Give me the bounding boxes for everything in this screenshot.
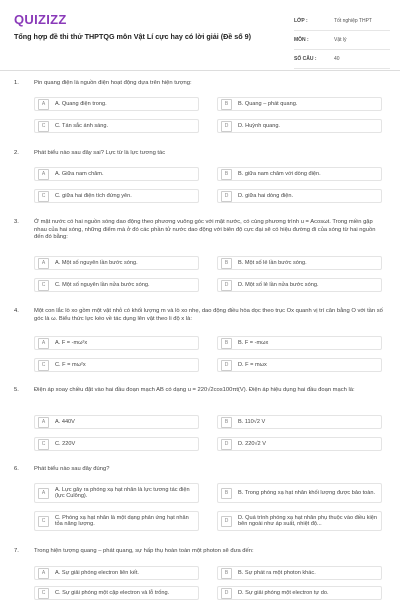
option-letter: D — [221, 588, 232, 599]
question-number: 5. — [14, 387, 19, 393]
meta-label: SỐ CÂU : — [294, 56, 317, 62]
option-text: A. Lực gây ra phóng xạ hạt nhân là lực tương tác điện (lực Culông). — [55, 486, 190, 499]
question-text: Trong hiện tượng quang – phát quang, sự hấp thụ hoàn toàn một photon sẽ đưa đến: — [34, 548, 254, 554]
option-c[interactable] — [34, 437, 199, 451]
meta-label: LỚP : — [294, 18, 308, 24]
question-number: 7. — [14, 548, 19, 554]
option-text: C. F = mω²x — [55, 361, 86, 368]
option-letter: A — [38, 488, 49, 499]
option-letter: B — [221, 99, 232, 110]
option-letter: B — [221, 258, 232, 269]
question-3 — [14, 219, 386, 293]
question-number: 4. — [14, 308, 19, 314]
option-text: A. Sự giải phóng electron liên kết. — [55, 569, 139, 576]
option-letter: B — [221, 488, 232, 499]
option-letter: A — [38, 338, 49, 349]
option-b[interactable] — [217, 167, 382, 181]
option-a[interactable] — [34, 256, 199, 270]
option-text: A. Giữa nam châm. — [55, 170, 104, 177]
option-letter: B — [221, 338, 232, 349]
meta-table — [294, 12, 390, 69]
option-letter: B — [221, 568, 232, 579]
option-text: D. giữa hai dòng điện. — [238, 192, 294, 199]
option-b[interactable] — [217, 256, 382, 270]
option-d[interactable] — [217, 119, 382, 133]
option-letter: D — [221, 121, 232, 132]
option-text: C. giữa hai điện tích đứng yên. — [55, 192, 132, 199]
option-text: A. 440V — [55, 418, 75, 425]
question-text: Phát biểu nào sau đây sai? Lực từ là lực tương tác — [34, 150, 166, 156]
option-text: C. Một số nguyên lần nửa bước sóng. — [55, 281, 150, 288]
option-c[interactable] — [34, 358, 199, 372]
option-c[interactable] — [34, 278, 199, 292]
question-number: 3. — [14, 219, 19, 225]
meta-value: Vật lý — [334, 37, 347, 43]
option-a[interactable] — [34, 415, 199, 429]
question-6 — [14, 466, 386, 538]
option-text: D. Một số lẻ lần nửa bước sóng. — [238, 281, 319, 288]
meta-value: 40 — [334, 56, 340, 62]
option-c[interactable] — [34, 189, 199, 203]
option-text: C. Tán sắc ánh sáng. — [55, 122, 109, 129]
option-letter: A — [38, 99, 49, 110]
option-d[interactable] — [217, 586, 382, 600]
option-text: C. Sự giải phóng một cặp electron và lỗ trống. — [55, 589, 170, 596]
option-b[interactable] — [217, 483, 382, 503]
option-text: D. 220√2 V — [238, 440, 266, 447]
question-text: Phát biểu nào sau đây đúng? — [34, 466, 110, 472]
option-c[interactable] — [34, 119, 199, 133]
option-a[interactable] — [34, 566, 199, 580]
option-text: D. F = mωx — [238, 361, 267, 368]
meta-row-count — [294, 50, 390, 69]
meta-label: MÔN : — [294, 37, 309, 43]
meta-row-subject — [294, 31, 390, 50]
meta-row-class — [294, 12, 390, 31]
option-letter: C — [38, 588, 49, 599]
option-b[interactable] — [217, 415, 382, 429]
option-letter: D — [221, 516, 232, 527]
option-text: B. Quang – phát quang. — [238, 100, 298, 107]
question-number: 2. — [14, 150, 19, 156]
option-text: B. Một số lẻ lần bước sóng. — [238, 259, 307, 266]
option-letter: C — [38, 280, 49, 291]
option-text: B. Sự phát ra một photon khác. — [238, 569, 316, 576]
worksheet-title: Tổng hợp đề thi thử THPTQG môn Vật Lí cực hay có lời giải (Đề số 9) — [14, 32, 252, 41]
option-b[interactable] — [217, 336, 382, 350]
option-a[interactable] — [34, 336, 199, 350]
option-b[interactable] — [217, 97, 382, 111]
option-letter: A — [38, 417, 49, 428]
question-1 — [14, 80, 386, 138]
option-d[interactable] — [217, 437, 382, 451]
option-text: D. Quá trình phóng xạ hạt nhân phụ thuộc vào điều kiện bên ngoài như áp suất, nhiệt độ... — [238, 514, 378, 527]
option-d[interactable] — [217, 189, 382, 203]
option-a[interactable] — [34, 483, 199, 503]
question-text: Pin quang điện là nguồn điện hoạt động dựa trên hiện tượng: — [34, 80, 192, 86]
question-text: Điện áp xoay chiều đặt vào hai đầu đoạn mạch AB có dạng u = 220√2cos100πt(V). Điện áp hiệu dụng hai đầu đoạn mạch là: — [34, 387, 355, 393]
option-text: B. giữa nam châm với dòng điện. — [238, 170, 321, 177]
option-text: A. Quang điện trong. — [55, 100, 107, 107]
option-letter: C — [38, 516, 49, 527]
option-letter: B — [221, 169, 232, 180]
option-a[interactable] — [34, 167, 199, 181]
option-c[interactable] — [34, 586, 199, 600]
question-text: Một con lắc lò xo gồm một vật nhỏ có khối lượng m và lò xo nhẹ, dao động điều hòa dọc theo trục Ox quanh vị trí cân bằng O với tần số góc là ω. Biểu thức lực kéo về tác dụng lên vật theo li độ x là: — [34, 308, 383, 322]
option-letter: D — [221, 191, 232, 202]
question-number: 1. — [14, 80, 19, 86]
option-d[interactable] — [217, 278, 382, 292]
option-letter: D — [221, 439, 232, 450]
question-2 — [14, 150, 386, 208]
option-d[interactable] — [217, 511, 382, 531]
option-text: C. 220V — [55, 440, 76, 447]
option-letter: C — [38, 360, 49, 371]
option-b[interactable] — [217, 566, 382, 580]
option-text: C. Phóng xạ hạt nhân là một dạng phản ứng hạt nhân tỏa năng lượng. — [55, 514, 189, 527]
option-letter: D — [221, 280, 232, 291]
option-a[interactable] — [34, 97, 199, 111]
option-text: B. 110√2 V — [238, 418, 266, 425]
question-4 — [14, 308, 386, 376]
option-letter: A — [38, 169, 49, 180]
worksheet-header — [0, 0, 400, 70]
question-7 — [14, 548, 386, 600]
option-letter: A — [38, 258, 49, 269]
question-text: Ở mặt nước có hai nguồn sóng dao động theo phương vuông góc với mặt nước, có cùng phương trình u = Acosωt. Trong miền gặp nhau của hai sóng, những điểm mà ở đó các phần tử nước dao động với biên độ cực đại sẽ có hiệu đường đi của sóng từ hai nguồn đến đó bằng: — [34, 219, 376, 241]
header-divider — [0, 70, 400, 71]
option-text: A. Một số nguyên lần bước sóng. — [55, 259, 138, 266]
option-letter: A — [38, 568, 49, 579]
option-letter: D — [221, 360, 232, 371]
option-c[interactable] — [34, 511, 199, 531]
option-d[interactable] — [217, 358, 382, 372]
option-text: B. F = -mωx — [238, 339, 269, 346]
option-letter: B — [221, 417, 232, 428]
meta-value: Tốt nghiệp THPT — [334, 18, 372, 24]
option-text: D. Sự giải phóng một electron tự do. — [238, 589, 329, 596]
option-letter: C — [38, 191, 49, 202]
option-text: D. Huỳnh quang. — [238, 122, 280, 129]
option-text: A. F = -mω²x — [55, 339, 88, 346]
question-5 — [14, 387, 386, 453]
question-number: 6. — [14, 466, 19, 472]
option-text: B. Trong phóng xạ hạt nhân khối lượng được bảo toàn. — [238, 489, 376, 496]
quizizz-logo: QUIZIZZ — [14, 12, 67, 27]
option-letter: C — [38, 121, 49, 132]
option-letter: C — [38, 439, 49, 450]
